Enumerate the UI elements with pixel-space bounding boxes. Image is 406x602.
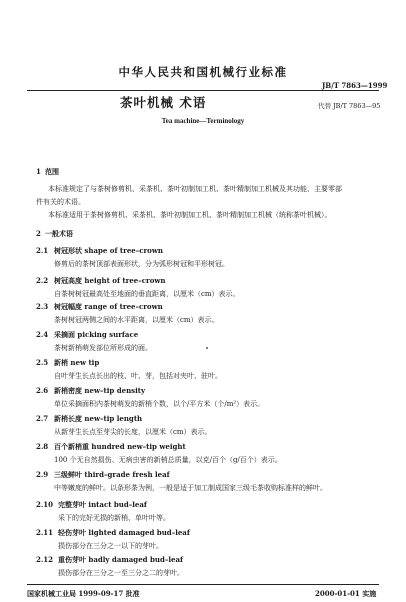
paragraph-line: 本标准适用于茶树修剪机、采茶机、茶叶初制加工机、茶叶精制加工机械（统称茶叶机械）。: [48, 211, 332, 219]
term-definition: 茶树新梢萌发部位所形成的面。: [54, 344, 152, 352]
term-definition: 单位采摘面积内茶树萌发的新梢个数，以个/平方米（个/m²）表示。: [54, 400, 265, 408]
header-rule: [27, 90, 379, 91]
term-name: 新梢长度 new–tip length: [54, 414, 143, 423]
document-title: 茶叶机械 术语: [120, 95, 207, 110]
term-name: 完整芽叶 intact bud–leaf: [58, 500, 147, 509]
term-name: 轻伤芽叶 lighted damaged bud–leaf: [58, 528, 190, 537]
term-name: 新梢 new tip: [54, 358, 100, 367]
term-number: 2.11: [36, 528, 54, 537]
scan-speck: [206, 347, 208, 349]
term-number: 2.10: [36, 500, 54, 509]
term-number: 2.9: [36, 470, 49, 479]
term-number: 2.3: [36, 302, 49, 311]
term-number: 2.6: [36, 386, 49, 395]
paragraph-line: 件有关的术语。: [36, 198, 85, 206]
footer-rule: [27, 584, 379, 585]
term-number: 2.8: [36, 442, 49, 451]
section-heading: 一般术语: [45, 229, 73, 238]
effective-date: 2000-01-01 实施: [315, 589, 377, 598]
term-name: 新梢密度 new–tip density: [54, 386, 146, 395]
term-definition: 修剪后的茶树顶部表面形状，分为弧形树冠和平形树冠。: [54, 260, 229, 268]
term-definition: 损伤部分在三分之一至三分之二的芽叶。: [58, 569, 184, 577]
term-definition: 100 个无自然损伤、无病虫害的新梢总质量，以克/百个（g/百个）表示。: [54, 456, 282, 464]
term-number: 2.12: [36, 555, 54, 564]
english-title: Tea machine—Terminology: [161, 117, 245, 125]
term-definition: 自茶树树冠最高处至地面的垂直距离，以厘米（cm）表示。: [54, 290, 240, 298]
term-name: 百个新梢重 hundred new–tip weight: [54, 442, 186, 451]
term-number: 2.5: [36, 358, 49, 367]
term-definition: 从新芽生长点至芽尖的长度，以厘米（cm）表示。: [54, 428, 212, 436]
section-heading: 范围: [45, 167, 59, 176]
term-definition: 采下的完好无损的新梢、单叶叶等。: [58, 514, 170, 522]
term-number: 2.2: [36, 276, 49, 285]
term-definition: 损伤部分在三分之一以下的芽叶。: [58, 542, 163, 550]
replaces-note: 代替 JB/T 7863—95: [318, 102, 381, 110]
issuing-authority: 中华人民共和国机械行业标准: [118, 65, 288, 79]
term-number: 2.1: [36, 246, 49, 255]
term-definition: 自叶芽生长点长出的枝、叶、芽，包括对夹叶、驻叶。: [54, 372, 222, 380]
section-number: 2: [36, 229, 41, 238]
term-definition: 茶树树冠两侧之间的水平距离，以厘米（cm）表示。: [54, 316, 219, 324]
term-number: 2.7: [36, 414, 49, 423]
term-name: 树冠形状 shape of tree–crown: [54, 246, 163, 255]
term-name: 树冠高度 height of tree–crown: [54, 276, 166, 285]
approval-line: 国家机械工业局 1999-09-17 批准: [27, 589, 140, 598]
term-name: 重伤芽叶 badly damaged bud–leaf: [58, 555, 184, 564]
term-number: 2.4: [36, 330, 49, 339]
term-name: 三级鲜叶 third–grade fresh leaf: [54, 470, 170, 479]
standard-number: JB/T 7863—1999: [322, 81, 388, 90]
paragraph-line: 本标准规定了与茶树修剪机、采茶机、茶叶初制加工机、茶叶精制加工机械及其功能、主要零部: [48, 185, 342, 193]
term-definition: 中等嫩度的鲜叶。以条形茶为例，一般是适于加工制成国家三级毛茶收购标准样的鲜叶。: [54, 484, 327, 492]
term-name: 树冠幅度 range of tree–crown: [54, 302, 163, 311]
term-name: 采摘面 picking surface: [54, 330, 139, 339]
section-number: 1: [36, 167, 41, 176]
